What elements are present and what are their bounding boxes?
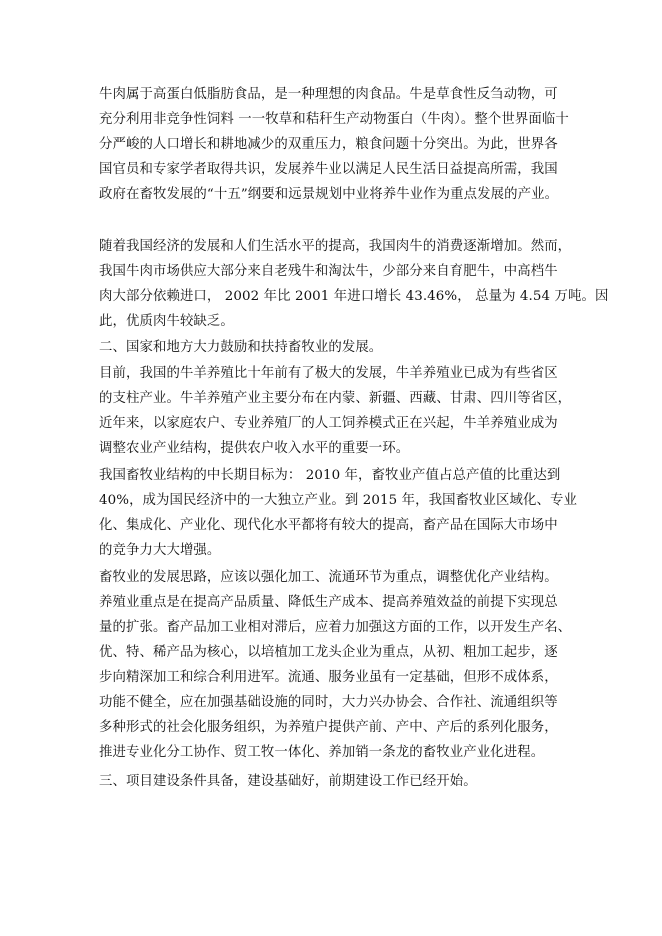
paragraph-1-line-4: 国官员和专家学者取得共识，发展养牛业以满足人民生活日益提高所需，我国 — [99, 162, 558, 177]
paragraph-3-line-2: 的支柱产业。牛羊养殖产业主要分布在内蒙、新疆、西藏、甘肃、四川等省区， — [99, 391, 572, 406]
paragraph-4-line-1: 我国畜牧业结构的中长期目标为： 2010 年，畜牧业产值占总产值的比重达到 — [99, 468, 561, 483]
paragraph-6-line-1: 养殖业重点是在提高产品质量、降低生产成本、提高养殖效益的前提下实现总 — [99, 595, 558, 610]
paragraph-2-line-4: 此，优质肉牛较缺乏。 — [99, 314, 234, 329]
paragraph-3-line-3: 近年来，以家庭农户、专业养殖厂的人工饲养模式正在兴起，牛羊养殖业成为 — [99, 416, 558, 431]
paragraph-1-line-5: 政府在畜牧发展的“十五”纲要和远景规划中业将养牛业作为重点发展的产业。 — [99, 187, 559, 202]
paragraph-4-line-4: 的竞争力大大增强。 — [99, 543, 221, 558]
section-heading-2: 二、国家和地方大力鼓励和扶持畜牧业的发展。 — [99, 340, 383, 355]
paragraph-6-line-4: 步向精深加工和综合利用进军。流通、服务业虽有一定基础，但形不成体系， — [99, 670, 558, 685]
section-heading-3: 三、项目建设条件具备，建设基础好，前期建设工作已经开始。 — [99, 774, 477, 789]
paragraph-6-line-5: 功能不健全，应在加强基础设施的同时，大力兴办协会、合作社、流通组织等 — [99, 695, 558, 710]
paragraph-3-line-1: 目前，我国的牛羊养殖比十年前有了极大的发展，牛羊养殖业已成为有些省区 — [99, 366, 558, 381]
paragraph-4-line-2: 40%，成为国民经济中的一大独立产业。到 2015 年，我国畜牧业区域化、专业 — [99, 493, 577, 508]
paragraph-5-line-1: 畜牧业的发展思路，应该以强化加工、流通环节为重点，调整优化产业结构。 — [99, 570, 558, 585]
paragraph-1-line-2: 充分利用非竞争性饲料 一一牧草和秸秆生产动物蛋白（牛肉）。整个世界面临十 — [99, 112, 569, 127]
paragraph-1-line-1: 牛肉属于高蛋白低脂肪食品，是一种理想的肉食品。牛是草食性反刍动物，可 — [99, 87, 558, 102]
paragraph-3-line-4: 调整农业产业结构，提供农户收入水平的重要一环。 — [99, 441, 410, 456]
paragraph-4-line-3: 化、集成化、产业化、现代化水平都将有较大的提高，畜产品在国际大市场中 — [99, 518, 558, 533]
paragraph-6-line-7: 推进专业化分工协作、贸工牧一体化、养加销一条龙的畜牧业产业化进程。 — [99, 745, 545, 760]
paragraph-6-line-2: 量的扩张。畜产品加工业相对滞后，应着力加强这方面的工作，以开发生产名、 — [99, 620, 572, 635]
paragraph-6-line-3: 优、特、稀产品为核心，以培植加工龙头企业为重点，从初、粗加工起步，逐 — [99, 645, 558, 660]
paragraph-6-line-6: 多种形式的社会化服务组织，为养殖户提供产前、产中、产后的系列化服务， — [99, 720, 558, 735]
paragraph-2-line-1: 随着我国经济的发展和人们生活水平的提高，我国肉牛的消费逐渐增加。然而， — [99, 239, 572, 254]
paragraph-1-line-3: 分严峻的人口增长和耕地减少的双重压力，粮食问题十分突出。为此，世界各 — [99, 137, 558, 152]
paragraph-2-line-2: 我国牛肉市场供应大部分来自老残牛和淘汰牛，少部分来自育肥牛，中高档牛 — [99, 264, 558, 279]
paragraph-2-line-3: 肉大部分依赖进口， 2002 年比 2001 年进口增长 43.46%， 总量为 4.54 万吨。因 — [99, 289, 609, 304]
